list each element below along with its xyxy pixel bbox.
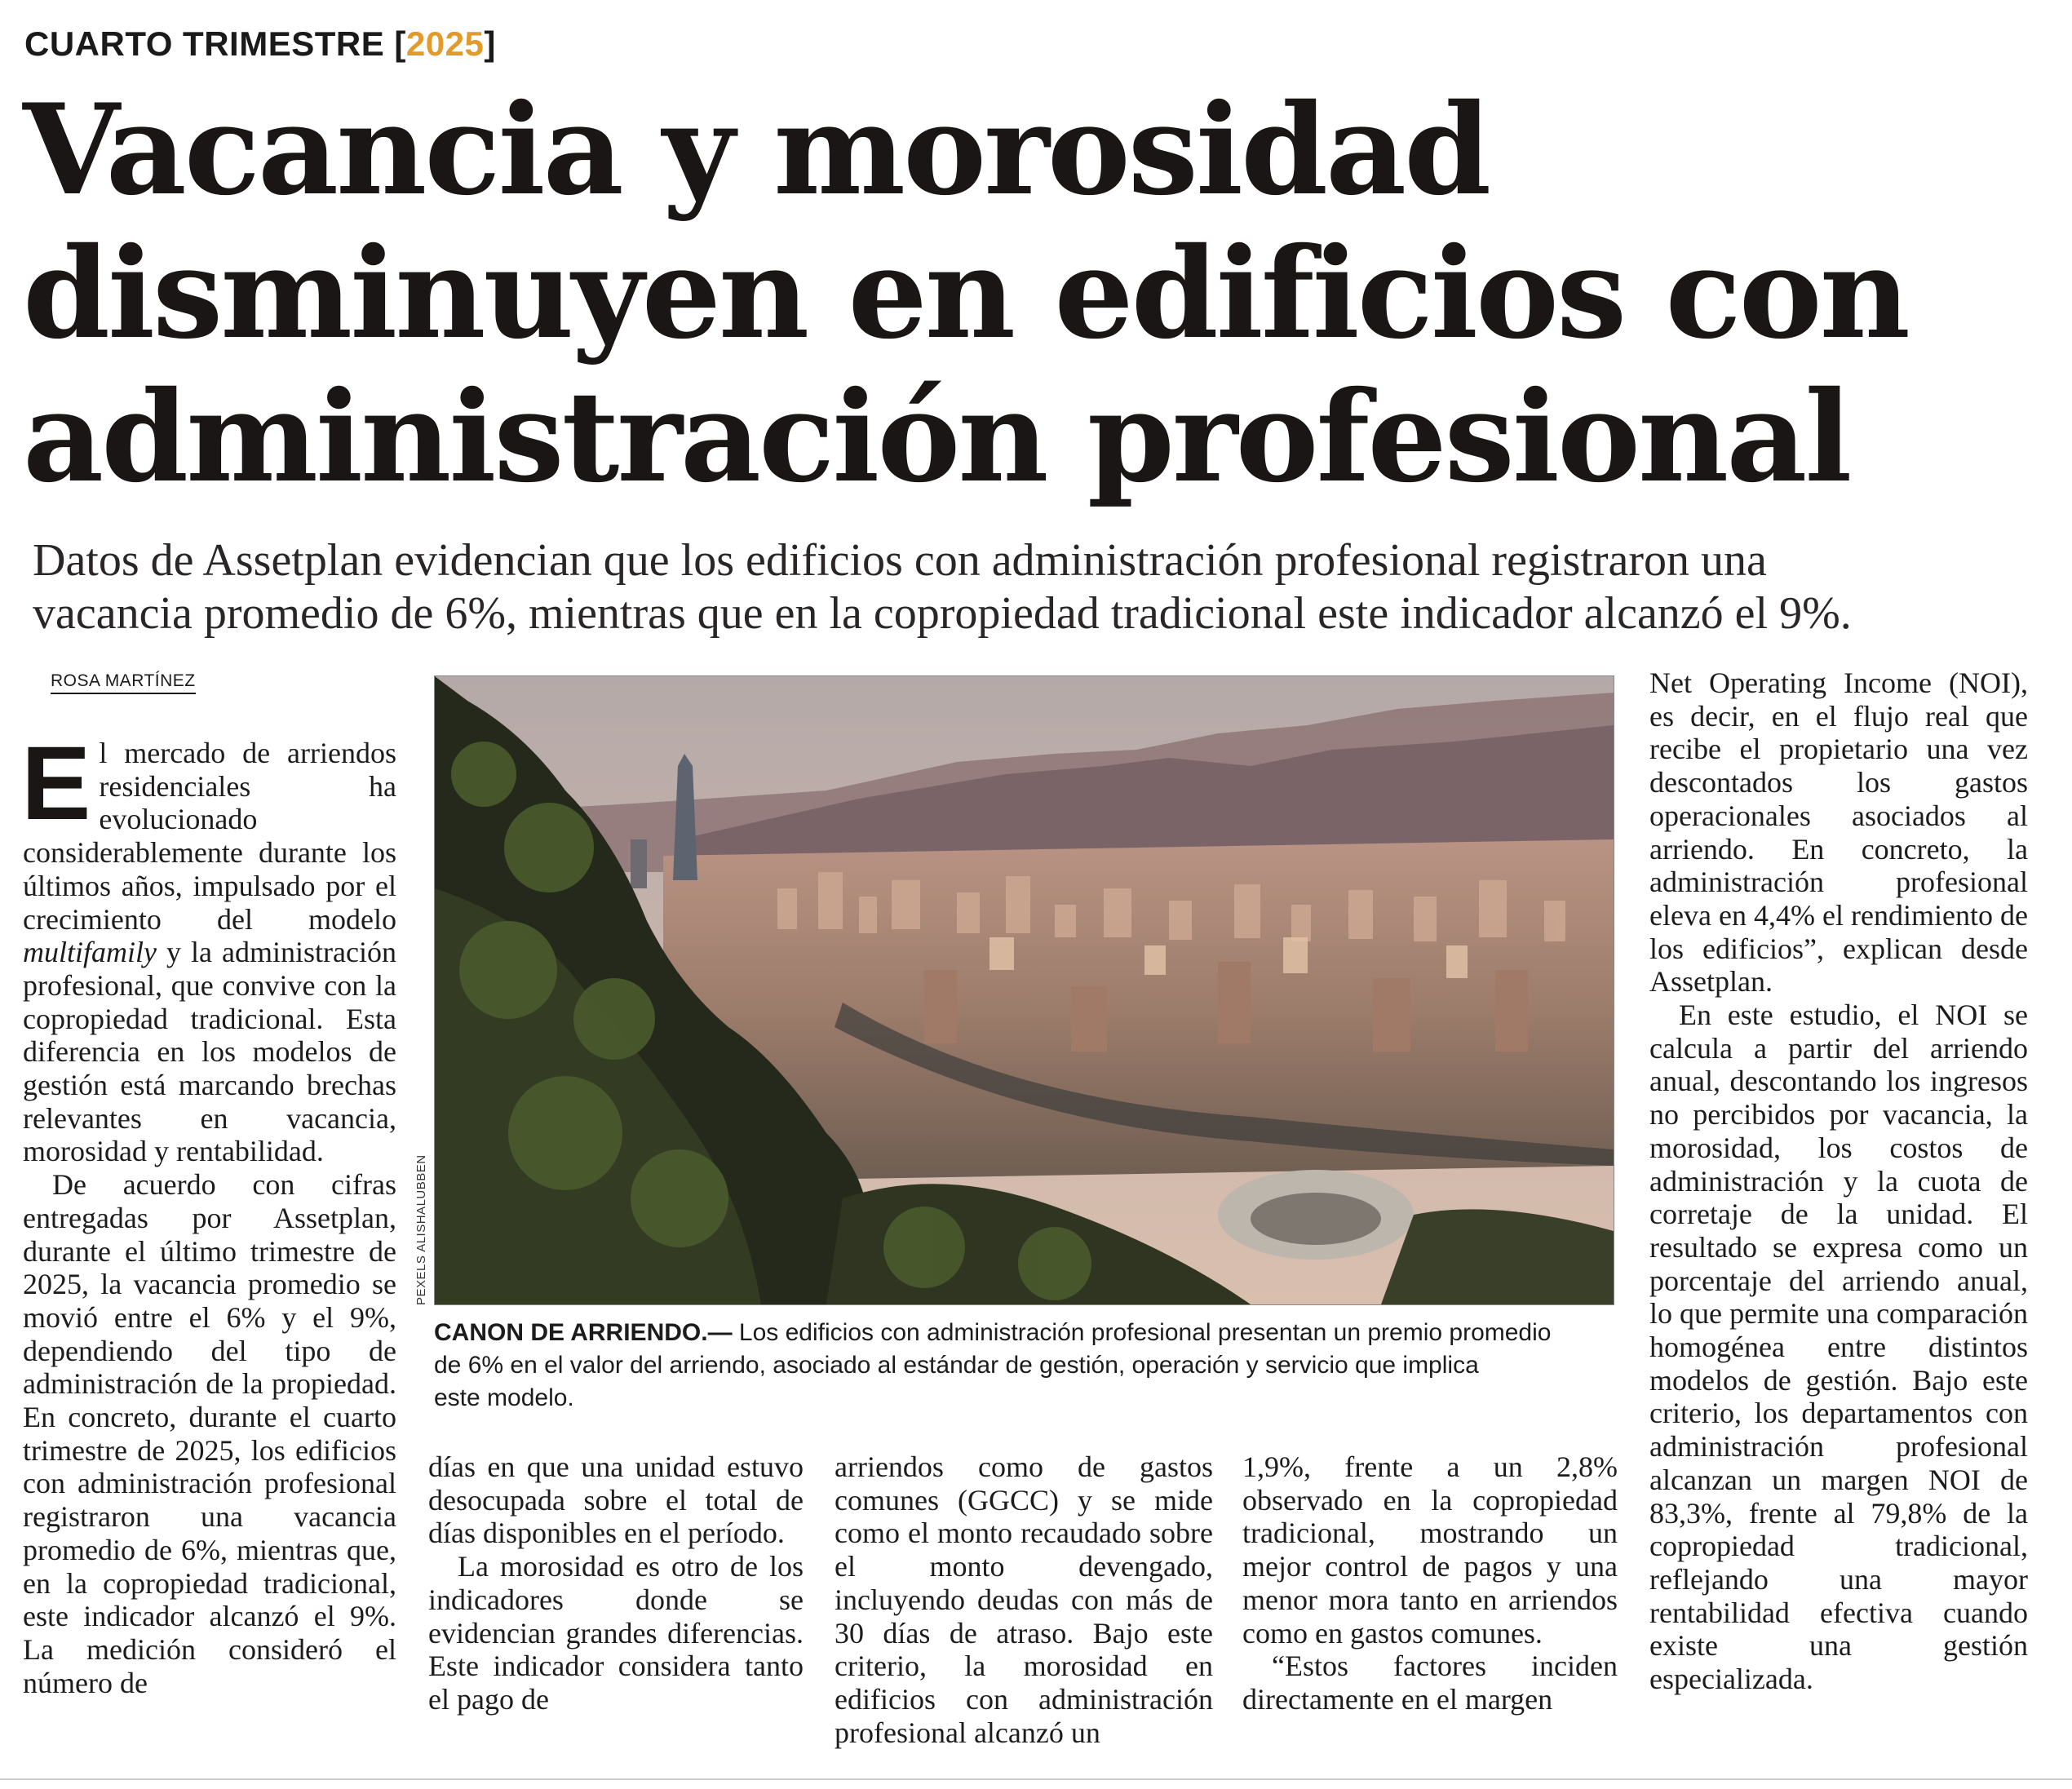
paragraph-italic: multifamily bbox=[23, 936, 157, 969]
paragraph: En este estudio, el NOI se calcula a partir del arriendo anual, descontando los ingresos no percibidos por vacancia, la morosidad, los costos de administración y la cuota de corretaje de la unidad. El resultado se expresa como un porcentaje del arriendo anual, lo que permite una comparación homogénea entre distintos modelos de gestión. Bajo este criterio, los departamentos con administración profesional alcanzan un margen NOI de 83,3%, frente al 79,8% de la copropiedad tradicional, reflejando una mayor rentabilidad efectiva cuando existe una gestión especializada. bbox=[1649, 999, 2028, 1696]
drop-cap: E bbox=[21, 725, 91, 842]
santiago-skyline-image bbox=[435, 676, 1614, 1304]
headline-line-2: disminuyen en edificios con bbox=[23, 220, 1908, 367]
headline-line-1: Vacancia y morosidad bbox=[23, 77, 1490, 224]
photo-credit: PEXELS ALISHALUBBEN bbox=[414, 1154, 428, 1305]
deck-line-2: vacancia promedio de 6%, mientras que en la copropiedad tradicional este indicador alcanzó el 9%. bbox=[33, 588, 1852, 639]
caption-text: de 6% en el valor del arriendo, asociado al estándar de gestión, operación y servicio que implica bbox=[434, 1352, 1479, 1379]
deck bbox=[33, 534, 2023, 640]
caption-text: Los edificios con administración profesional presentan un premio promedio bbox=[732, 1319, 1552, 1346]
paragraph: De acuerdo con cifras entregadas por Assetplan, durante el último trimestre de 2025, la vacancia promedio se movió entre el 6% y el 9%, dependiendo del tipo de administración de la propiedad. En concreto, durante el cuarto trimestre de 2025, los edificios con administración profesional registraron una vacancia promedio de 6%, mientras que, en la copropiedad tradicional, este indicador alcanzó el 9%. La medición consideró el número de bbox=[23, 1168, 396, 1699]
headline bbox=[23, 77, 1908, 511]
article-column-3 bbox=[835, 1450, 1213, 1749]
paragraph: 1,9%, frente a un 2,8% observado en la copropiedad tradicional, mostrando un mejor control de pagos y una menor mora tanto en arriendos como en gastos comunes. bbox=[1242, 1450, 1618, 1650]
bracket-open: [ bbox=[394, 24, 406, 63]
city-photo bbox=[434, 675, 1614, 1305]
paragraph bbox=[21, 725, 396, 1168]
bottom-rule bbox=[0, 1778, 2072, 1780]
photo-caption bbox=[434, 1317, 1609, 1415]
article-column-1 bbox=[21, 725, 396, 1699]
paragraph: Net Operating Income (NOI), es decir, en el flujo real que recibe el propietario una vez descontados los gastos operacionales asociados al arriendo. En concreto, la administración profesional eleva en 4,4% el rendimiento de los edificios”, explican desde Assetplan. bbox=[1649, 666, 2028, 999]
bracket-close: ] bbox=[484, 24, 496, 63]
paragraph: “Estos factores inciden directamente en el margen bbox=[1242, 1650, 1618, 1716]
headline-line-3: administración profesional bbox=[23, 364, 1850, 511]
paragraph: arriendos como de gastos comunes (GGCC) y se mide como el monto recaudado sobre el monto devengado, incluyendo deudas con más de 30 días de atraso. Bajo este criterio, la morosidad en edificios con administración profesional alcanzó un bbox=[835, 1450, 1213, 1749]
article-column-5 bbox=[1649, 666, 2028, 1696]
section-tag bbox=[24, 20, 496, 69]
caption-text: este modelo. bbox=[434, 1384, 574, 1411]
byline: ROSA MARTÍNEZ bbox=[51, 671, 196, 694]
paragraph-text: l mercado de arriendos residenciales ha evolucionado considerablemente durante los últimos años, impulsado por el crecimiento del modelo bbox=[23, 737, 396, 936]
caption-lead: CANON DE ARRIENDO.— bbox=[434, 1319, 733, 1346]
section-year: 2025 bbox=[405, 24, 485, 63]
paragraph-text: y la administración profesional, que convive con la copropiedad tradicional. Esta diferencia en los modelos de gestión está marcando brechas relevantes en vacancia, morosidad y rentabilidad. bbox=[23, 936, 396, 1168]
paragraph: días en que una unidad estuvo desocupada sobre el total de días disponibles en el período. bbox=[428, 1450, 804, 1550]
article-column-2 bbox=[428, 1450, 804, 1716]
article-column-4 bbox=[1242, 1450, 1618, 1716]
deck-line-1: Datos de Assetplan evidencian que los edificios con administración profesional registraron una bbox=[33, 535, 1767, 586]
paragraph: La morosidad es otro de los indicadores donde se evidencian grandes diferencias. Este indicador considera tanto el pago de bbox=[428, 1550, 804, 1716]
section-label: CUARTO TRIMESTRE bbox=[24, 24, 385, 63]
